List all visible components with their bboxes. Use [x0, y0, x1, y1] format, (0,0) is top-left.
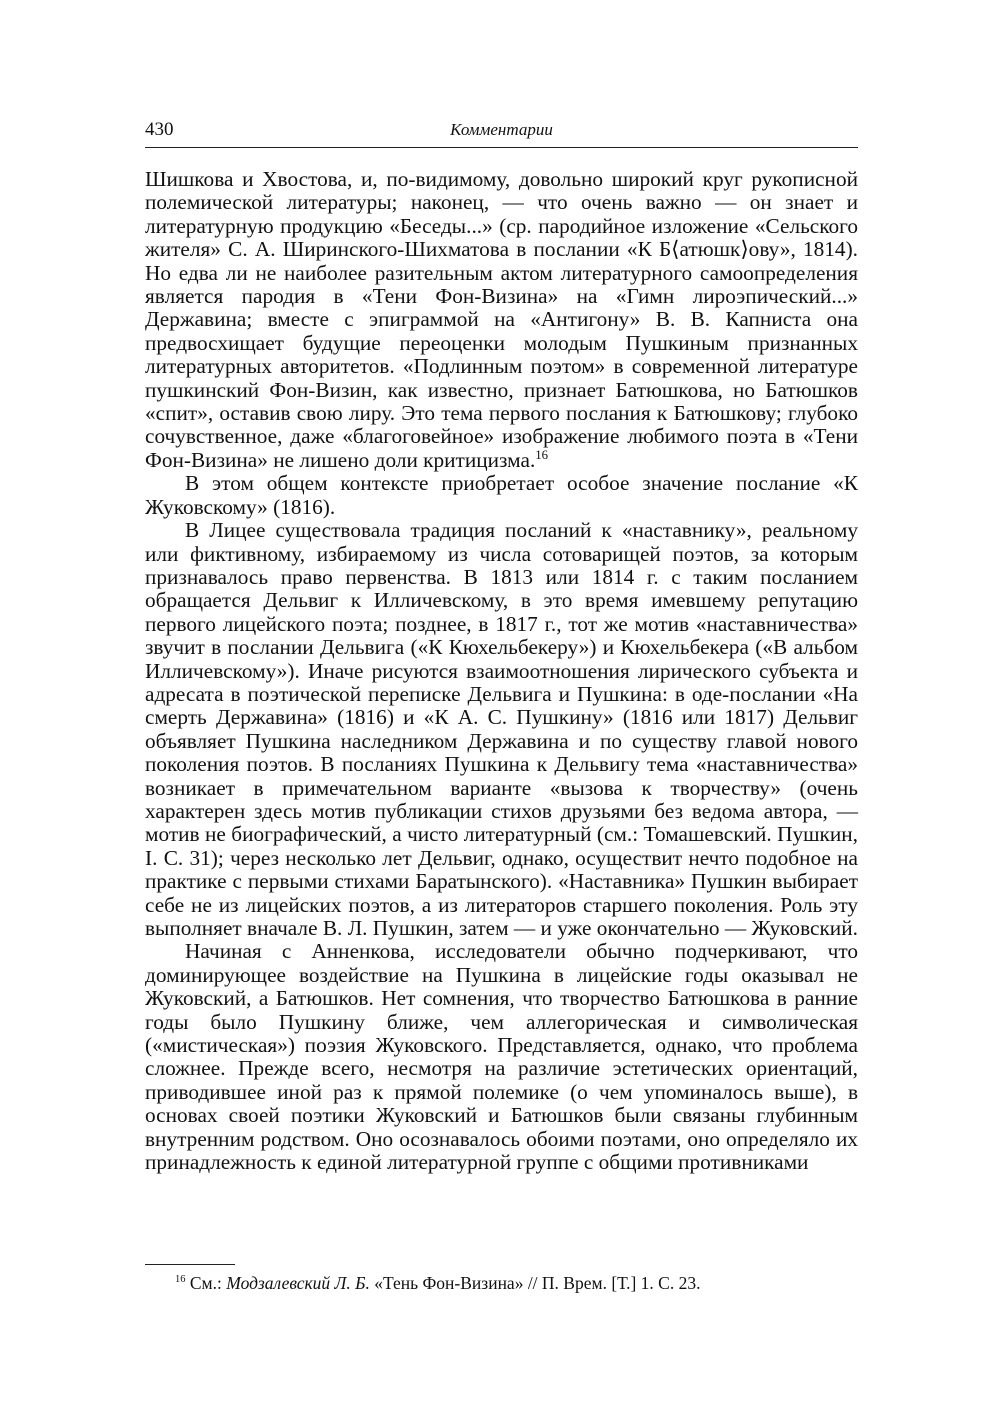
- page-header: [145, 119, 858, 145]
- footnote-citation: «Тень Фон-Визина» // П. Врем. [Т.] 1. С. 23.: [369, 1273, 701, 1293]
- paragraph-1: [145, 168, 858, 472]
- paragraph-3: В Лицее существовала традиция посланий к «наставнику», реальному или фиктивному, избираемому из числа сотоварищей поэтов, за которым признавалось право первенства. В 1813 или 1814 г. с таким посланием обращается Дельвиг к Илличевскому, в это время имевшему репутацию первого лицейского поэта; позднее, в 1817 г., тот же мотив «наставничества» звучит в послании Дельвига («К Кюхельбекеру») и Кюхельбекера («В альбом Илличевскому»). Иначе рисуются взаимоотношения лирического субъекта и адресата в поэтической переписке Дельвига и Пушкина: в оде-послании «На смерть Державина» (1816) и «К А. С. Пушкину» (1816 или 1817) Дельвиг объявляет Пушкина наследником Державина и по существу главой нового поколения поэтов. В посланиях Пушкина к Дельвигу тема «наставничества» возникает в примечательном варианте «вызова к творчеству» (очень характерен здесь мотив публикации стихов друзьями без ведома автора, — мотив не биографический, а чисто литературный (см.: Томашевский. Пушкин, I. С. 31); через несколько лет Дельвиг, однако, осуществит нечто подобное на практике с первыми стихами Баратынского). «Наставника» Пушкин выбирает себе не из лицейских поэтов, а из литераторов старшего поколения. Роль эту выполняет вначале В. Л. Пушкин, затем — и уже окончательно — Жуковский.: [145, 518, 858, 940]
- footnote-ref-16[interactable]: 16: [535, 447, 549, 462]
- page-number: 430: [145, 119, 174, 140]
- paragraph-1-text: Шишкова и Хвостова, и, по-видимому, довольно широкий круг рукописной полемической литературы; наконец, — что очень важно — он знает и литературную продукцию «Беседы...» (ср. пародийное изложение «Сельского жителя» С. А. Ширинского-Шихматова в послании «К Б⟨атюшк⟩ову», 1814). Но едва ли не наиболее разительным актом литературного самоопределения является пародия в «Тени Фон-Визина» на «Гимн лироэпический...» Державина; вместе с эпиграммой на «Антигону» В. В. Капниста она предвосхищает будущие переоценки молодым Пушкиным признанных литературных авторитетов. «Подлинным поэтом» в современной литературе пушкинский Фон-Визин, как известно, признает Батюшкова, но Батюшков «спит», оставив свою лиру. Это тема первого послания к Батюшкову; глубоко сочувственное, даже «благоговейное» изображение любимого поэта в «Тени Фон-Визина» не лишено доли критицизма.: [145, 167, 858, 472]
- footnote-author: Модзалевский Л. Б.: [226, 1273, 370, 1293]
- footnote-number: 16: [175, 1274, 186, 1286]
- running-title: Комментарии: [450, 120, 553, 139]
- footnote-prefix: См.:: [189, 1273, 227, 1293]
- footnote-16: [175, 1272, 865, 1294]
- body-text: [145, 168, 858, 1174]
- paragraph-2: В этом общем контексте приобретает особое значение послание «К Жуковскому» (1816).: [145, 471, 858, 519]
- paragraph-4: Начиная с Анненкова, исследователи обычно подчеркивают, что доминирующее воздействие на Пушкина в лицейские годы оказывал не Жуковский, а Батюшков. Нет сомнения, что творчество Батюшкова в ранние годы было Пушкину ближе, чем аллегорическая и символическая («мистическая») поэзия Жуковского. Представляется, однако, что проблема сложнее. Прежде всего, несмотря на различие эстетических ориентаций, приводившее иной раз к прямой полемике (о чем упоминалось выше), в основах своей поэтики Жуковский и Батюшков были связаны глубинным внутренним родством. Оно осознавалось обоими поэтами, оно определяло их принадлежность к единой литературной группе с общими противниками: [145, 939, 858, 1175]
- header-rule: [145, 147, 858, 148]
- footnote-rule: [145, 1264, 235, 1265]
